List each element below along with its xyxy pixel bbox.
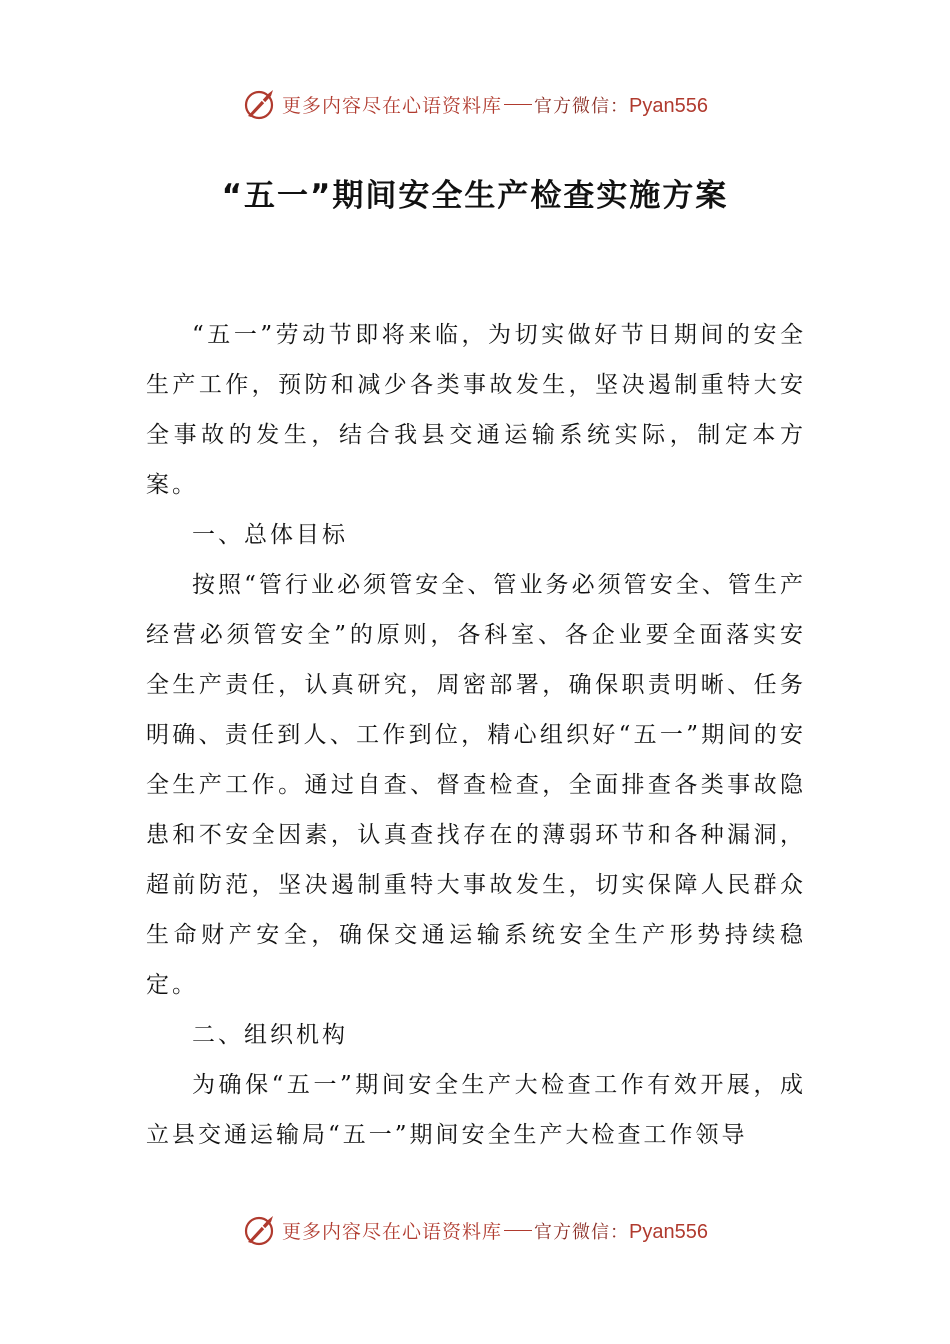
document-body [146, 310, 806, 1160]
watermark-banner-bottom [0, 1210, 950, 1250]
watermark-text: 更多内容尽在心语资料库 官方微信：Pyan556 [282, 94, 708, 117]
quill-pen-logo-icon [242, 86, 278, 122]
quill-pen-logo-icon [242, 1212, 278, 1248]
section-paragraph-1: 按照“管行业必须管安全、管业务必须管安全、管生产经营必须管安全”的原则，各科室、各企业要全面落实安全生产责任，认真研究，周密部署，确保职责明晰、任务明确、责任到人、工作到位，精心组织好“五一”期间的安全生产工作。通过自查、督查检查，全面排查各类事故隐患和不安全因素，认真查找存在的薄弱环节和各种漏洞，超前防范，坚决遏制重特大事故发生，切实保障人民群众生命财产安全，确保交通运输系统安全生产形势持续稳定。 [146, 572, 806, 998]
section-paragraph-2: 为确保“五一”期间安全生产大检查工作有效开展，成立县交通运输局“五一”期间安全生产大检查工作领导 [146, 1072, 806, 1148]
intro-paragraph: “五一”劳动节即将来临，为切实做好节日期间的安全生产工作，预防和减少各类事故发生，坚决遏制重特大安全事故的发生，结合我县交通运输系统实际，制定本方案。 [146, 322, 806, 498]
section-heading-1: 一、总体目标 [192, 522, 348, 548]
section-heading-2: 二、组织机构 [192, 1022, 348, 1048]
watermark-banner-top [0, 84, 950, 124]
watermark-text: 更多内容尽在心语资料库 官方微信：Pyan556 [282, 1220, 708, 1243]
document-title: “五一”期间安全生产检查实施方案 [221, 178, 729, 214]
